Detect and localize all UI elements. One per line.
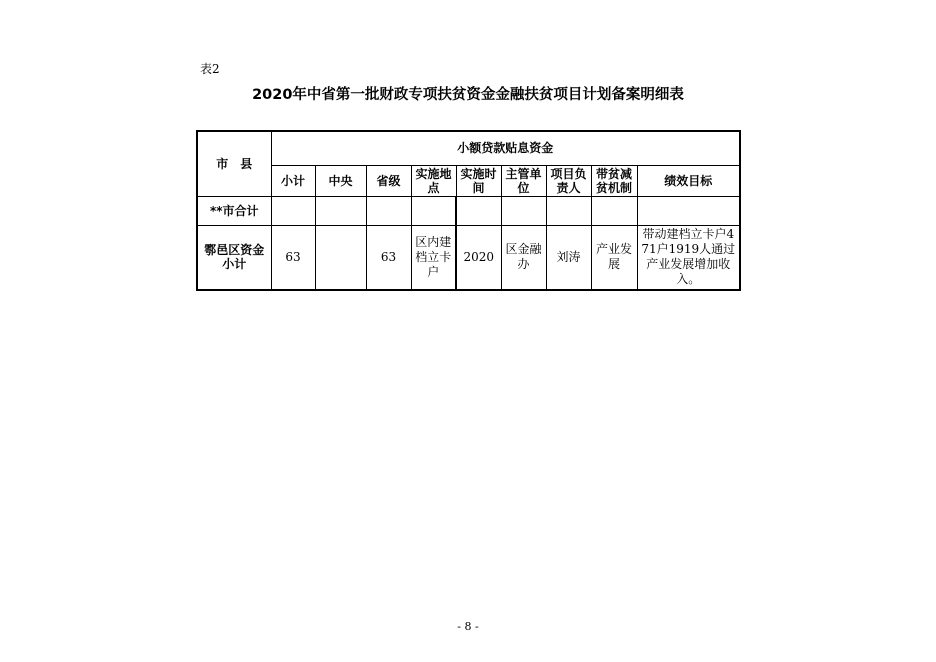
cell-central (315, 225, 366, 290)
city-county-header: 市 县 (197, 131, 271, 196)
cell-mechanism (591, 196, 637, 225)
cell-dept: 区金融办 (505, 242, 542, 272)
cell-subtotal (271, 196, 315, 225)
cell-central (315, 196, 366, 225)
cell-provincial: 63 (366, 225, 411, 290)
row-name: 鄠邑区资金小计 (204, 243, 265, 272)
col-time-header: 实施时间 (460, 166, 497, 195)
project-table (196, 130, 741, 291)
row-name: **市合计 (197, 196, 271, 225)
col-mechanism-header: 带贫减贫机制 (595, 166, 632, 195)
table-row (197, 225, 740, 290)
document-title: 2020年中省第一批财政专项扶贫资金金融扶贫项目计划备案明细表 (252, 87, 684, 103)
cell-location: 区内建档立卡户 (415, 234, 452, 279)
cell-mechanism: 产业发展 (595, 242, 632, 272)
col-goal-header: 绩效目标 (637, 165, 740, 196)
table-label: 表2 (200, 62, 220, 76)
col-subtotal-header: 小计 (271, 165, 315, 196)
cell-provincial (366, 196, 411, 225)
col-dept-header: 主管单位 (505, 166, 542, 195)
page-number: - 8 - (457, 620, 479, 633)
cell-subtotal: 63 (271, 225, 315, 290)
cell-owner (546, 196, 591, 225)
cell-time: 2020 (456, 225, 501, 290)
col-location-header: 实施地点 (415, 166, 452, 195)
table-row (197, 196, 740, 225)
loan-subsidy-header: 小额贷款贴息资金 (271, 131, 740, 165)
cell-time (456, 196, 501, 225)
col-owner-header: 项目负责人 (550, 166, 587, 195)
col-central-header: 中央 (315, 165, 366, 196)
col-provincial-header: 省级 (366, 165, 411, 196)
cell-goal: 带动建档立卡户471户1919人通过产业发展增加收入。 (641, 227, 736, 287)
cell-location (411, 196, 456, 225)
cell-dept (501, 196, 546, 225)
cell-goal (637, 196, 740, 225)
cell-owner: 刘涛 (546, 225, 591, 290)
